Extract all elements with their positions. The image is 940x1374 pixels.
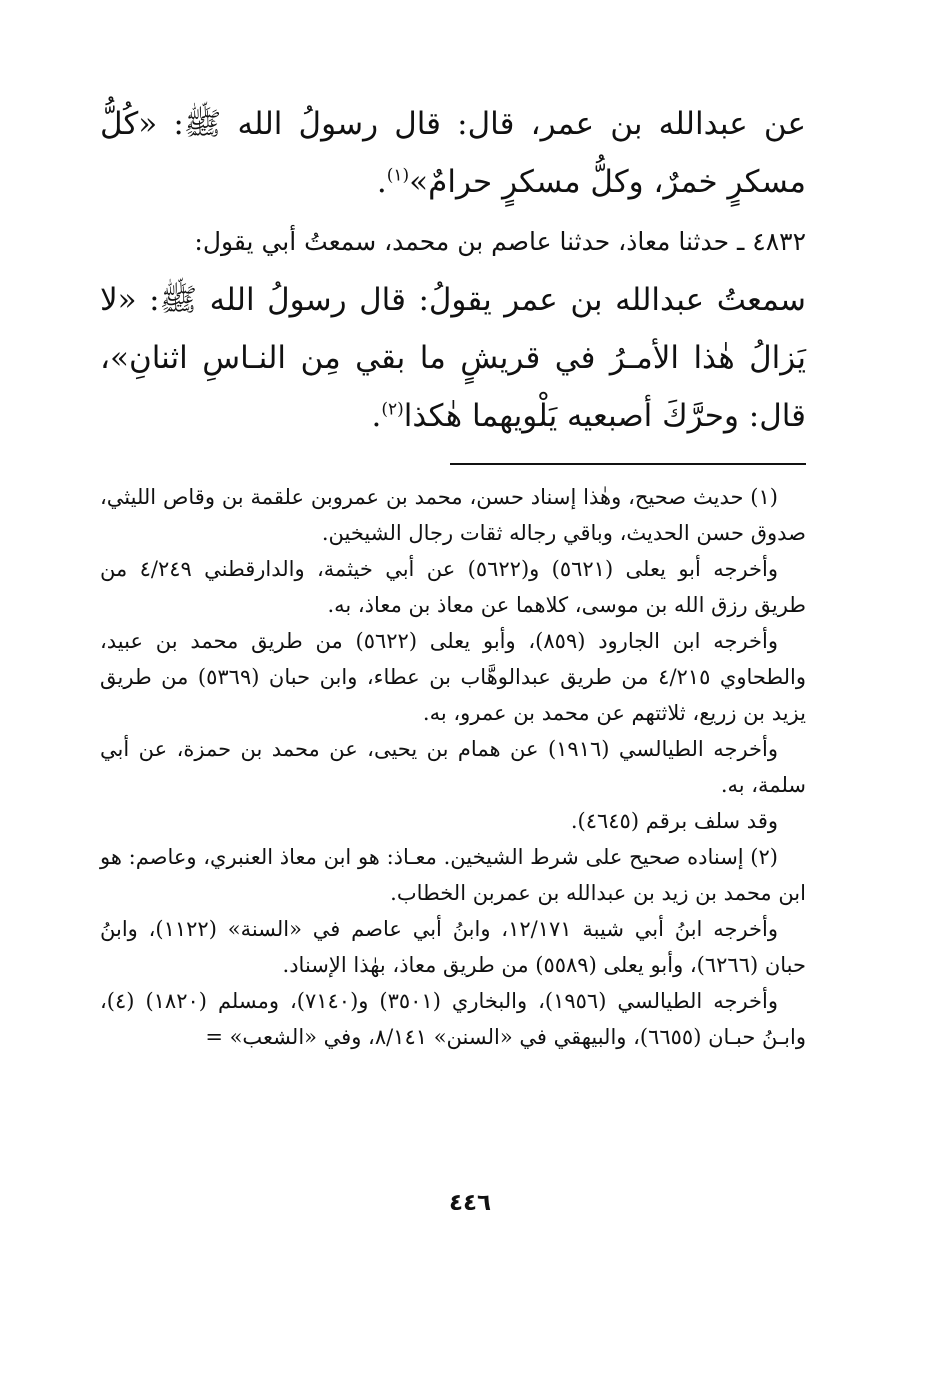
footnote-1-line-4: وأخرجه الطيالسي (١٩١٦) عن همام بن يحيى، عن محمد بن حمزة، عن أبي سلمة، به. — [100, 737, 806, 797]
footnote-divider — [450, 463, 806, 465]
hadith-4832-text — [100, 271, 806, 445]
footnotes — [100, 479, 806, 1055]
hadith-4831-body: عن عبدالله بن عمر، قال: قال رسولُ الله ﷺ: «كُلُّ مسكرٍ خمرٌ، وكلُّ مسكرٍ حرامٌ» — [100, 106, 806, 200]
footnote-1-line-3: وأخرجه ابن الجارود (٨٥٩)، وأبو يعلى (٥٦٢٢) من طريق محمد بن عبيد، والطحاوي ٤/٢١٥ من طريق عبدالوهَّاب بن عطاء، وابن حبان (٥٣٦٩) من طريق يزيد بن زريع، ثلاثتهم عن محمد بن عمرو، به. — [100, 629, 807, 725]
footnote-2-line-3: وأخرجه الطيالسي (١٩٥٦)، والبخاري (٣٥٠١) و(٧١٤٠)، ومسلم (١٨٢٠) (٤)، وابـنُ حبـان (٦٦٥٥)، والبيهقي في «السنن» ٨/١٤١، وفي «الشعب» = — [100, 989, 806, 1049]
footnote-ref-1: (١) — [386, 165, 410, 186]
page-body — [100, 95, 806, 1055]
footnote-2-line-2: وأخرجه ابنُ أبي شيبة ١٢/١٧١، وابنُ أبي عاصم في «السنة» (١١٢٢)، وابنُ حبان (٦٢٦٦)، وأبو يعلى (٥٥٨٩) من طريق معاذ، بهٰذا الإسناد. — [100, 917, 806, 977]
hadith-4832-chain: ٤٨٣٢ ـ حدثنا معاذ، حدثنا عاصم بن محمد، سمعتُ أبي يقول: — [194, 227, 806, 256]
footnote-1-line-5: وقد سلف برقم (٤٦٤٥). — [570, 809, 778, 833]
main-text — [100, 95, 806, 445]
hadith-4832-body: سمعتُ عبدالله بن عمر يقولُ: قال رسولُ الله ﷺ: «لا يَزالُ هٰذا الأمـرُ في قريشٍ ما بقي مِن النـاسِ اثنانِ»، قال: وحرَّكَ أصبعيه يَلْويهما هٰكذا — [100, 282, 806, 434]
page-number: ٤٤٦ — [448, 1190, 492, 1216]
footnote-ref-2: (٢) — [381, 399, 404, 420]
footnote-1-line-2: وأخرجه أبو يعلى (٥٦٢١) و(٥٦٢٢) عن أبي خيثمة، والدارقطني ٤/٢٤٩ من طريق رزق الله بن موسى، كلاهما عن معاذ بن معاذ، به. — [100, 557, 806, 617]
hadith-4832-end: . — [371, 398, 382, 434]
hadith-4831-text — [100, 95, 806, 211]
footnote-1: (١) حديث صحيح، وهٰذا إسناد حسن، محمد بن عمروبن علقمة بن وقاص الليثي، صدوق حسن الحديث، وباقي رجاله ثقات رجال الشيخين. — [100, 485, 806, 545]
hadith-4831-end: . — [376, 164, 387, 200]
footnote-2: (٢) إسناده صحيح على شرط الشيخين. معـاذ: هو ابن معاذ العنبري، وعاصم: هو ابن محمد بن زيد بن عبدالله بن عمربن الخطاب. — [100, 845, 806, 905]
